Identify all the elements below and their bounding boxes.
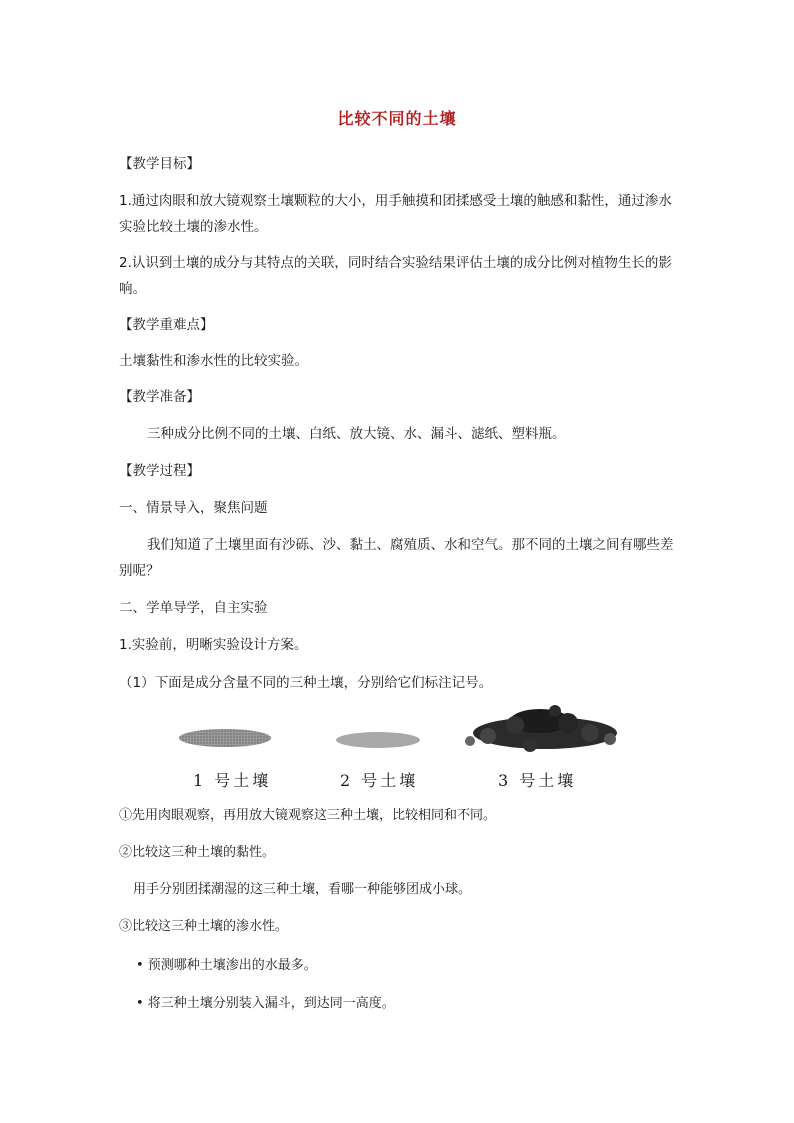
soil-sample-3 xyxy=(465,705,617,752)
criterion-3: ③比较这三种土壤的渗水性。 xyxy=(119,919,289,934)
criterion-1: ①先用肉眼观察，再用放大镜观察这三种土壤，比较相同和不同。 xyxy=(119,808,497,823)
goals-heading: 【教学目标】 xyxy=(119,156,200,172)
soil-label-2: 2 号土壤 xyxy=(340,771,419,790)
part1-text: 我们知道了土壤里面有沙砾、沙、黏土、腐殖质、水和空气。那不同的土壤之间有哪些差别呢？ xyxy=(119,537,674,579)
goal-item-2: 2.认识到土壤的成分与其特点的关联，同时结合实验结果评估土壤的成分比例对植物生长的影响。 xyxy=(119,255,672,297)
soil-label-1: 1 号土壤 xyxy=(193,771,272,790)
preparation-text: 三种成分比例不同的土壤、白纸、放大镜、水、漏斗、滤纸、塑料瓶。 xyxy=(147,426,566,442)
part1-heading: 一、情景导入，聚焦问题 xyxy=(119,500,268,516)
criterion-2: ②比较这三种土壤的黏性。 xyxy=(119,845,276,860)
bullet-predict: • 预测哪种土壤渗出的水最多。 xyxy=(136,958,317,973)
process-heading: 【教学过程】 xyxy=(119,463,200,479)
key-points-text: 土壤黏性和渗水性的比较实验。 xyxy=(119,353,308,369)
preparation-heading: 【教学准备】 xyxy=(119,389,200,405)
goal-item-1: 1.通过肉眼和放大镜观察土壤颗粒的大小，用手触摸和团揉感受土壤的触感和黏性，通过渗水实验比较土壤的渗水性。 xyxy=(119,193,672,235)
key-points-heading: 【教学重难点】 xyxy=(119,317,214,333)
bullet-funnel: • 将三种土壤分别装入漏斗，到达同一高度。 xyxy=(136,996,395,1011)
soil-sample-1 xyxy=(179,729,271,747)
soil-sample-2 xyxy=(336,732,420,748)
step-1: 1.实验前，明晰实验设计方案。 xyxy=(119,637,308,653)
criterion-2-text: 用手分别团揉潮湿的这三种土壤，看哪一种能够团成小球。 xyxy=(133,882,472,897)
part2-heading: 二、学单导学，自主实验 xyxy=(119,600,268,616)
page-title: 比较不同的土壤 xyxy=(337,109,457,128)
sub-step-1: （1）下面是成分含量不同的三种土壤，分别给它们标注记号。 xyxy=(119,675,493,691)
soil-label-3: 3 号土壤 xyxy=(498,771,577,790)
